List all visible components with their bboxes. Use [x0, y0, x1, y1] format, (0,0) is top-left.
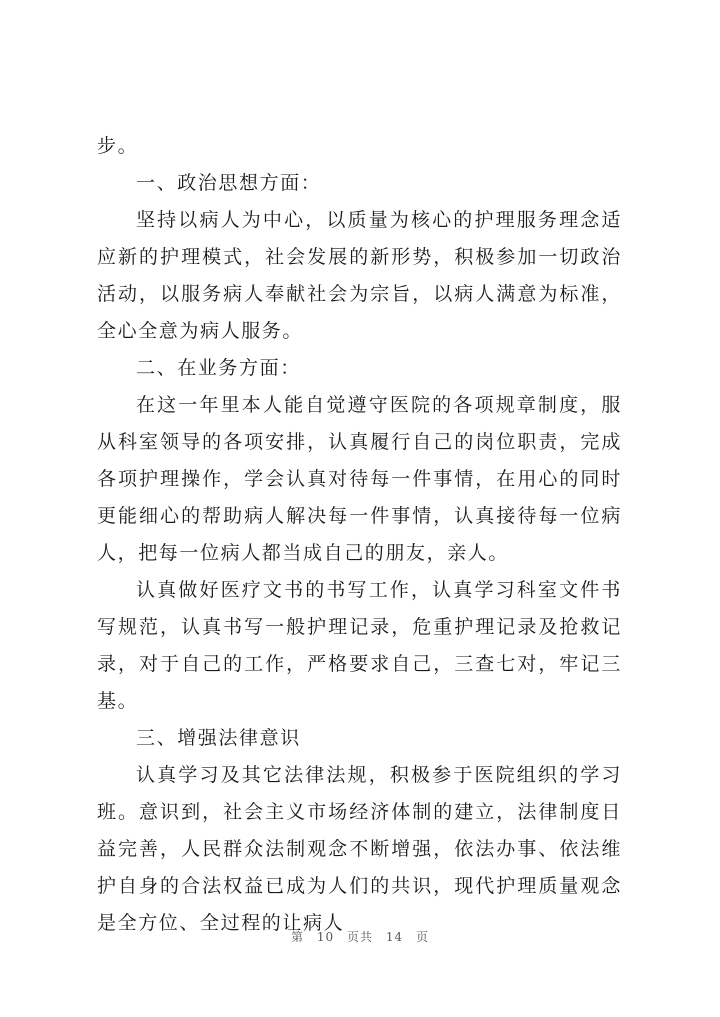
footer-label-of: 页共 [346, 930, 373, 944]
section-heading-business: 二、在业务方面： [136, 357, 301, 379]
footer-total-pages: 14 [385, 930, 404, 944]
footer-label-page: 第 [291, 930, 305, 944]
paragraph-business: 在这一年里本人能自觉遵守医院的各项规章制度，服从科室领导的各项安排，认真履行自己的岗位职责，完成各项护理操作，学会认真对待每一件事情，在用心的同时更能细心的帮助病人解决每一件事情，认真接待每一位病人，把每一位病人都当成自己的朋友，亲人。 [97, 394, 622, 564]
document-body [97, 128, 622, 942]
footer-current-page: 10 [316, 930, 335, 944]
paragraph-continuation: 步。 [97, 135, 139, 157]
footer-label-end: 页 [415, 930, 429, 944]
section-heading-law: 三、增强法律意识 [136, 727, 301, 749]
paragraph-documents: 认真做好医疗文书的书写工作，认真学习科室文件书写规范，认真书写一般护理记录，危重护理记录及抢救记录，对于自己的工作，严格要求自己，三查七对，牢记三基。 [97, 579, 622, 712]
paragraph-law: 认真学习及其它法律法规，积极参于医院组织的学习班。意识到，社会主义市场经济体制的建立，法律制度日益完善，人民群众法制观念不断增强，依法办事、依法维护自身的合法权益已成为人们的共识，现代护理质量观念是全方位、全过程的让病人 [97, 764, 622, 934]
page-footer [0, 928, 720, 945]
paragraph-political: 坚持以病人为中心，以质量为核心的护理服务理念适应新的护理模式，社会发展的新形势，积极参加一切政治活动，以服务病人奉献社会为宗旨，以病人满意为标准，全心全意为病人服务。 [97, 209, 622, 342]
section-heading-political: 一、政治思想方面： [136, 172, 322, 194]
